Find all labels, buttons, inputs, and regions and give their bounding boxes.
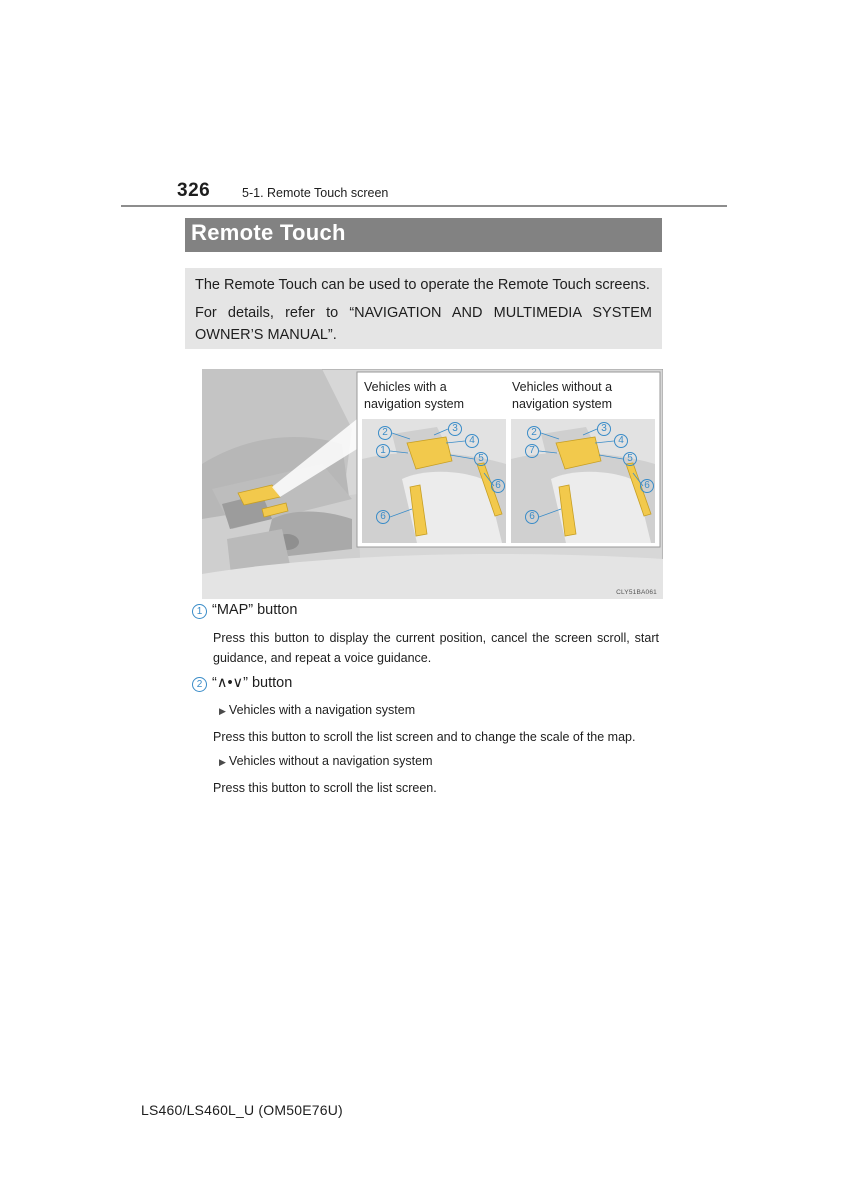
figure-callout: 6 <box>525 510 539 524</box>
inset-label-without-nav-2: navigation system <box>512 397 613 411</box>
variant-heading-text: Vehicles without a navigation system <box>228 754 433 768</box>
figure-callout: 5 <box>623 452 637 466</box>
figure-code: CLY51BA061 <box>616 589 657 596</box>
figure-callout: 3 <box>448 422 462 436</box>
variant-heading-text: Vehicles with a navigation system <box>228 703 416 717</box>
inset-label-with-nav-2: navigation system <box>364 397 465 411</box>
section-title: Remote Touch <box>185 218 662 252</box>
intro-line-2: For details, refer to “NAVIGATION AND MULTIMEDIA SYSTEM OWNER’S MANUAL”. <box>195 305 652 343</box>
item-2-label: “∧•∨” button <box>212 675 293 691</box>
inset-label-without-nav-1: Vehicles without a <box>512 380 613 394</box>
figure-callout: 5 <box>474 452 488 466</box>
figure-callout: 6 <box>491 479 505 493</box>
figure-callout: 6 <box>376 510 390 524</box>
footer-model-code: LS460/LS460L_U (OM50E76U) <box>141 1102 343 1118</box>
variant-description: Press this button to scroll the list screen and to change the scale of the map. <box>213 730 636 744</box>
figure-callout: 4 <box>465 434 479 448</box>
variant-description: Press this button to scroll the list screen. <box>213 781 437 795</box>
page-number: 326 <box>177 180 211 201</box>
intro-line-1: The Remote Touch can be used to operate the Remote Touch screens. <box>195 277 650 293</box>
item-number-badge: 1 <box>192 604 207 619</box>
triangle-right-icon: ▶ <box>219 706 226 716</box>
figure-callout: 2 <box>527 426 541 440</box>
figure-callout: 6 <box>640 479 654 493</box>
variant-heading <box>219 703 415 717</box>
header-rule <box>121 205 727 207</box>
figure-callout: 4 <box>614 434 628 448</box>
figure-callout: 3 <box>597 422 611 436</box>
figure-callout: 1 <box>376 444 390 458</box>
item-1-label: “MAP” button <box>212 602 298 618</box>
intro-box <box>185 268 662 349</box>
figure-callout: 2 <box>378 426 392 440</box>
variant-heading <box>219 754 433 768</box>
inset-label-with-nav-1: Vehicles with a <box>364 380 447 394</box>
item-1-description: Press this button to display the current position, cancel the screen scroll, start guidance, and repeat a voice guidance. <box>213 631 659 665</box>
triangle-right-icon: ▶ <box>219 757 226 767</box>
remote-touch-figure <box>202 369 663 599</box>
figure-callout: 7 <box>525 444 539 458</box>
item-number-badge: 2 <box>192 677 207 692</box>
section-label: 5-1. Remote Touch screen <box>242 186 389 200</box>
